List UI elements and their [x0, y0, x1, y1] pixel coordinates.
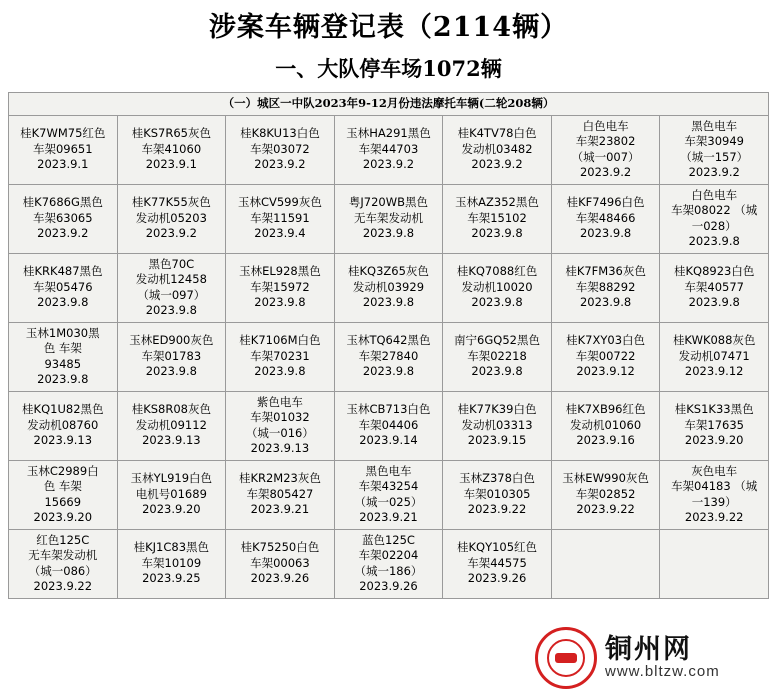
cell-line: 车架17635	[684, 417, 744, 432]
cell-line: 桂KQ1U82黑色	[22, 402, 104, 417]
cell-line: 车架63065	[32, 210, 93, 225]
cell-line: 2023.9.8	[471, 226, 523, 241]
watermark	[531, 625, 771, 691]
table-cell	[660, 322, 769, 391]
table-cell	[334, 529, 443, 598]
table-cell	[334, 460, 443, 529]
cell-line: 玉林EW990灰色	[562, 471, 649, 486]
cell-line: （城一097）	[137, 287, 206, 302]
cell-line: 2023.9.15	[467, 433, 527, 448]
cell-line: 桂K77K39白色	[457, 402, 537, 417]
cell-line: 2023.9.22	[576, 502, 635, 517]
table-cell	[117, 115, 226, 184]
cell-line: 93485	[44, 356, 82, 371]
cell-line: 玉林YL919白色	[130, 471, 213, 486]
cell-line: 车架03072	[250, 141, 310, 156]
cell-line: 发动机08760	[27, 417, 99, 432]
table-cell	[226, 115, 335, 184]
cell-line: 2023.9.21	[359, 510, 418, 524]
cell-line: （城一025）	[354, 494, 423, 509]
table-cell	[226, 184, 335, 253]
cell-line: 2023.9.8	[254, 295, 306, 310]
table-cell	[660, 460, 769, 529]
cell-line: 2023.9.13	[250, 441, 310, 455]
cell-line: 车架00722	[575, 348, 636, 363]
cell-line: 2023.9.25	[142, 571, 201, 586]
cell-line: 2023.9.1	[37, 157, 89, 172]
table-cell	[443, 115, 552, 184]
cell-line: 紫色电车	[256, 394, 303, 409]
table-cell-empty	[551, 529, 660, 598]
table-cell	[551, 184, 660, 253]
section-header-cell: （一）城区一中队2023年9-12月份违法摩托车辆(二轮208辆）	[9, 93, 769, 116]
cell-line: 无车架发动机	[28, 548, 98, 562]
page-title: 涉案车辆登记表（2114辆）	[208, 12, 569, 43]
cell-line: 车架30949	[684, 134, 744, 148]
table-row	[9, 115, 769, 184]
table-cell	[660, 253, 769, 322]
cell-line: 车架805427	[246, 486, 314, 501]
cell-line: 2023.9.8	[37, 295, 89, 310]
table-cell	[551, 460, 660, 529]
cell-line: 2023.9.8	[579, 226, 632, 241]
cell-line: 车架27840	[358, 348, 419, 363]
cell-line: 桂K75250白色	[240, 540, 320, 555]
cell-line: 发动机03313	[461, 417, 533, 432]
cell-line: 2023.9.8	[145, 364, 197, 379]
cell-line: 黑色电车	[365, 463, 412, 478]
cell-line: 2023.9.8	[688, 295, 740, 310]
cell-line: 2023.9.16	[576, 433, 635, 448]
table-cell	[551, 322, 660, 391]
cell-line: 2023.9.2	[254, 157, 306, 172]
section-header-row	[9, 93, 769, 116]
cell-line: 车架04183 （城	[671, 479, 758, 493]
cell-line: 桂KS1K33黑色	[674, 402, 754, 417]
cell-line: 2023.9.22	[684, 510, 744, 524]
cell-line: 车架44575	[467, 555, 527, 570]
cell-line: 桂K7FM36灰色	[565, 264, 646, 279]
cell-line: 桂K7XY03白色	[566, 333, 646, 348]
cell-line: 2023.9.13	[33, 433, 93, 448]
table-row	[9, 391, 769, 460]
table-cell	[9, 115, 118, 184]
cell-line: 车架40577	[684, 279, 744, 294]
cell-line: 玉林TQ642黑色	[346, 333, 431, 348]
table-cell	[334, 391, 443, 460]
cell-line: 粤J720WB黑色	[348, 195, 429, 210]
table-cell	[443, 391, 552, 460]
cell-line: 2023.9.1	[145, 157, 197, 172]
cell-line: 2023.9.8	[471, 295, 523, 310]
cell-line: 车架09651	[32, 141, 93, 156]
cell-line: 2023.9.8	[471, 364, 523, 379]
cell-line: 色 车架	[43, 341, 82, 355]
table-row	[9, 253, 769, 322]
cell-line: 2023.9.2	[688, 165, 740, 179]
cell-line: （城一186）	[354, 563, 423, 578]
cell-line: 2023.9.22	[467, 502, 527, 517]
cell-line: 桂KRK487黑色	[23, 264, 103, 279]
table-cell	[226, 322, 335, 391]
cell-line: 玉林EL928黑色	[239, 264, 321, 279]
table-cell	[551, 391, 660, 460]
cell-line: 玉林ED900灰色	[129, 333, 214, 348]
cell-line: 桂KQ7088红色	[456, 264, 538, 279]
cell-line: 桂KQY105红色	[456, 540, 538, 555]
cell-line: 灰色电车	[691, 463, 738, 478]
cell-line: 车架02852	[575, 486, 636, 501]
cell-line: 2023.9.4	[254, 226, 306, 241]
page-subtitle: 一、大队停车场1072辆	[275, 56, 502, 81]
cell-line: 白色电车	[691, 187, 738, 202]
cell-line: 车架44703	[358, 141, 419, 156]
cell-line: 红色125C	[36, 532, 90, 547]
cell-line: 桂KWK088灰色	[672, 333, 756, 348]
cell-line: 车架48466	[575, 210, 636, 225]
table-cell	[9, 184, 118, 253]
cell-line: 2023.9.8	[362, 364, 415, 379]
cell-line: 2023.9.8	[145, 303, 197, 317]
cell-line: 车架08022 （城	[671, 203, 758, 217]
cell-line: 2023.9.2	[362, 157, 415, 172]
cell-line: 发动机03482	[461, 141, 533, 156]
table-cell	[443, 184, 552, 253]
cell-line: 桂KS7R65灰色	[131, 126, 211, 141]
cell-line: 桂K4TV78白色	[457, 126, 537, 141]
cell-line: 电机号01689	[135, 486, 207, 501]
table-cell	[660, 115, 769, 184]
cell-line: 2023.9.20	[684, 433, 744, 448]
table-cell	[443, 322, 552, 391]
cell-line: 南宁6GQ52黑色	[454, 333, 540, 348]
cell-line: 发动机12458	[135, 272, 207, 286]
watermark-name: 铜州网	[605, 633, 692, 665]
table-cell	[443, 529, 552, 598]
cell-line: 桂KF7496白色	[566, 195, 645, 210]
cell-line: 2023.9.26	[359, 579, 418, 593]
table-cell	[9, 322, 118, 391]
cell-line: 车架05476	[32, 279, 93, 294]
cell-line: 2023.9.8	[37, 372, 89, 386]
watermark-text	[605, 633, 720, 681]
cell-line: 玉林CV599灰色	[237, 195, 322, 210]
cell-line: 车架00063	[250, 555, 310, 570]
cell-line: 桂K7XB96红色	[565, 402, 646, 417]
cell-line: 一028）	[691, 218, 737, 233]
cell-line: 2023.9.8	[362, 226, 415, 241]
cell-line: 玉林CB713白色	[346, 402, 431, 417]
table-row	[9, 529, 769, 598]
cell-line: 2023.9.22	[33, 579, 93, 593]
table-cell	[551, 115, 660, 184]
cell-line: 发动机07471	[678, 348, 750, 363]
cell-line: （城一086）	[28, 563, 97, 578]
cell-line: 蓝色125C	[361, 532, 415, 547]
cell-line: 2023.9.26	[250, 571, 310, 586]
table-row	[9, 184, 769, 253]
cell-line: 车架01783	[141, 348, 202, 363]
table-cell	[334, 253, 443, 322]
cell-line: 桂K7WM75红色	[20, 126, 106, 141]
cell-line: 车架010305	[463, 486, 531, 501]
cell-line: 车架04406	[358, 417, 419, 432]
cell-line: 车架11591	[250, 210, 310, 225]
cell-line: 2023.9.12	[684, 364, 744, 379]
table-cell	[226, 253, 335, 322]
table-cell	[226, 529, 335, 598]
cell-line: 2023.9.26	[467, 571, 527, 586]
cell-line: 桂KR2M23灰色	[238, 471, 321, 486]
cell-line: （城一007）	[571, 149, 640, 164]
table-cell	[117, 322, 226, 391]
table-row	[9, 460, 769, 529]
table-cell	[334, 184, 443, 253]
cell-line: 黑色70C	[148, 256, 195, 271]
table-cell	[9, 529, 118, 598]
cell-line: 2023.9.20	[33, 510, 93, 524]
cell-line: 车架88292	[575, 279, 636, 294]
cell-line: 白色电车	[582, 118, 629, 133]
cell-line: 桂K7686G黑色	[22, 195, 103, 210]
cell-line: 桂K77K55灰色	[131, 195, 211, 210]
table-cell	[443, 253, 552, 322]
cell-line: 车架02204	[358, 548, 419, 562]
cell-line: 桂K8KU13白色	[240, 126, 320, 141]
cell-line: 桂KQ8923白色	[674, 264, 755, 279]
table-cell	[9, 391, 118, 460]
cell-line: 车架43254	[358, 479, 419, 493]
table-cell	[117, 184, 226, 253]
cell-line: 色 车架	[43, 479, 82, 493]
cell-line: 2023.9.8	[362, 295, 415, 310]
table-cell	[551, 253, 660, 322]
cell-line: 2023.9.2	[145, 226, 197, 241]
cell-line: 2023.9.2	[579, 165, 632, 179]
cell-line: 玉林1M030黑	[25, 325, 100, 340]
watermark-url: www.bltzw.com	[605, 663, 720, 681]
cell-line: 2023.9.20	[142, 502, 201, 517]
table-cell	[334, 115, 443, 184]
cell-line: 2023.9.2	[37, 226, 89, 241]
table-cell	[443, 460, 552, 529]
cell-line: 2023.9.8	[688, 234, 740, 248]
table-cell	[226, 460, 335, 529]
cell-line: 车架15102	[467, 210, 527, 225]
table-cell	[660, 391, 769, 460]
cell-line: 玉林HA291黑色	[346, 126, 431, 141]
cell-line: 车架70231	[250, 348, 310, 363]
cell-line: 发动机03929	[352, 279, 425, 294]
cell-line: 车架23802	[575, 134, 636, 148]
cell-line: 2023.9.14	[359, 433, 418, 448]
cell-line: 2023.9.2	[471, 157, 523, 172]
cell-line: 车架41060	[141, 141, 202, 156]
cell-line: （城一157）	[680, 149, 749, 164]
cell-line: 玉林Z378白色	[459, 471, 535, 486]
table-cell	[117, 460, 226, 529]
table-cell	[9, 253, 118, 322]
cell-line: 桂K7106M白色	[239, 333, 321, 348]
table-cell	[334, 322, 443, 391]
cell-line: 桂KJ1C83黑色	[133, 540, 210, 555]
cell-line: 车架02218	[467, 348, 527, 363]
cell-line: 玉林AZ352黑色	[455, 195, 539, 210]
table-cell	[226, 391, 335, 460]
cell-line: 桂KS8R08灰色	[131, 402, 211, 417]
cell-line: 车架10109	[141, 555, 202, 570]
cell-line: 一139）	[691, 494, 737, 509]
cell-line: 2023.9.21	[250, 502, 310, 517]
red-circular-seal-icon	[535, 627, 597, 689]
table-cell-empty	[660, 529, 769, 598]
cell-line: 2023.9.12	[576, 364, 635, 379]
cell-line: 发动机01060	[570, 417, 642, 432]
table-cell	[117, 253, 226, 322]
cell-line: 车架01032	[250, 410, 310, 424]
cell-line: （城一016）	[245, 425, 314, 440]
table-body	[9, 93, 769, 599]
table-cell	[117, 391, 226, 460]
cell-line: 发动机10020	[461, 279, 533, 294]
table-cell	[9, 460, 118, 529]
cell-line: 2023.9.13	[142, 433, 201, 448]
table-row	[9, 322, 769, 391]
cell-line: 15669	[44, 494, 82, 509]
table-cell	[660, 184, 769, 253]
cell-line: 桂KQ3Z65灰色	[348, 264, 429, 279]
cell-line: 发动机05203	[135, 210, 207, 225]
cell-line: 黑色电车	[691, 118, 738, 133]
cell-line: 玉林C2989白	[26, 463, 99, 478]
cell-line: 2023.9.8	[254, 364, 306, 379]
vehicle-registry-table	[8, 92, 769, 599]
table-cell	[117, 529, 226, 598]
cell-line: 发动机09112	[135, 417, 207, 432]
cell-line: 无车架发动机	[353, 210, 423, 225]
cell-line: 车架15972	[250, 279, 310, 294]
cell-line: 2023.9.8	[579, 295, 632, 310]
